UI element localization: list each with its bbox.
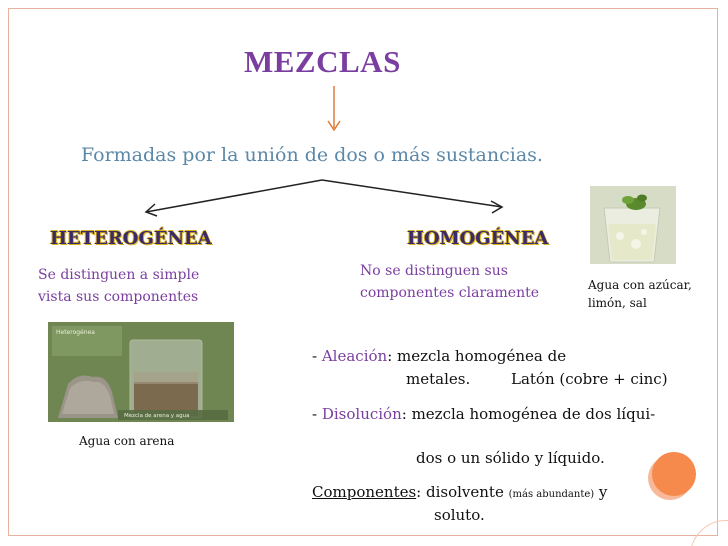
photo-caption-water-sand: Agua con arena: [79, 434, 175, 448]
heterogenea-desc-line1: Se distinguen a simple: [38, 267, 200, 283]
componentes-line1: [312, 483, 607, 501]
componentes-line2: soluto.: [434, 506, 485, 524]
disolucion-term: Disolución: [321, 405, 402, 423]
aleacion-line1: [312, 347, 566, 365]
aleacion-text-line1: : mezcla homogénea de: [387, 347, 567, 365]
photo-caption-line1: Agua con azúcar,: [588, 278, 692, 292]
componentes-term: Componentes: [312, 483, 417, 501]
photo-water-sand: [48, 322, 234, 422]
photo-caption-lemon-water: [588, 276, 692, 312]
page-title: MEZCLAS: [244, 44, 401, 79]
left-branch-arrow: [146, 180, 322, 212]
heterogenea-desc-line2: vista sus componentes: [38, 289, 199, 305]
componentes-note: (más abundante): [508, 489, 595, 500]
right-branch-arrow: [322, 180, 502, 207]
disolucion-line2: dos o un sólido y líquido.: [416, 449, 605, 467]
componentes-text-b: y: [594, 483, 608, 501]
heterogenea-description: [38, 264, 199, 308]
aleacion-line2: metales.: [406, 370, 471, 388]
aleacion-term: Aleación: [321, 347, 388, 365]
photo-label-bottom: Mezcla de arena y agua: [124, 413, 190, 419]
homogenea-description: [360, 260, 539, 304]
heterogenea-heading: HETEROGÉNEA: [50, 228, 212, 249]
photo-caption-line2: limón, sal: [588, 296, 647, 310]
homogenea-desc-line1: No se distinguen sus: [360, 263, 508, 279]
componentes-text-a: : disolvente: [416, 483, 509, 501]
aleacion-example: Latón (cobre + cinc): [511, 370, 668, 388]
photo-lemon-water: [590, 186, 676, 264]
homogenea-desc-line2: componentes claramente: [360, 285, 539, 301]
photo-label-top: Heterogénea: [56, 329, 95, 336]
water-sand-illustration: [48, 322, 234, 422]
disolucion-dash: -: [312, 405, 322, 423]
subtitle: Formadas por la unión de dos o más sustancias.: [81, 144, 543, 166]
lemon-water-illustration: [590, 186, 676, 264]
aleacion-dash: -: [312, 347, 322, 365]
disolucion-line1: [312, 405, 655, 423]
homogenea-heading: HOMOGÉNEA: [407, 228, 549, 249]
disolucion-text-line1: : mezcla homogénea de dos líqui-: [401, 405, 656, 423]
